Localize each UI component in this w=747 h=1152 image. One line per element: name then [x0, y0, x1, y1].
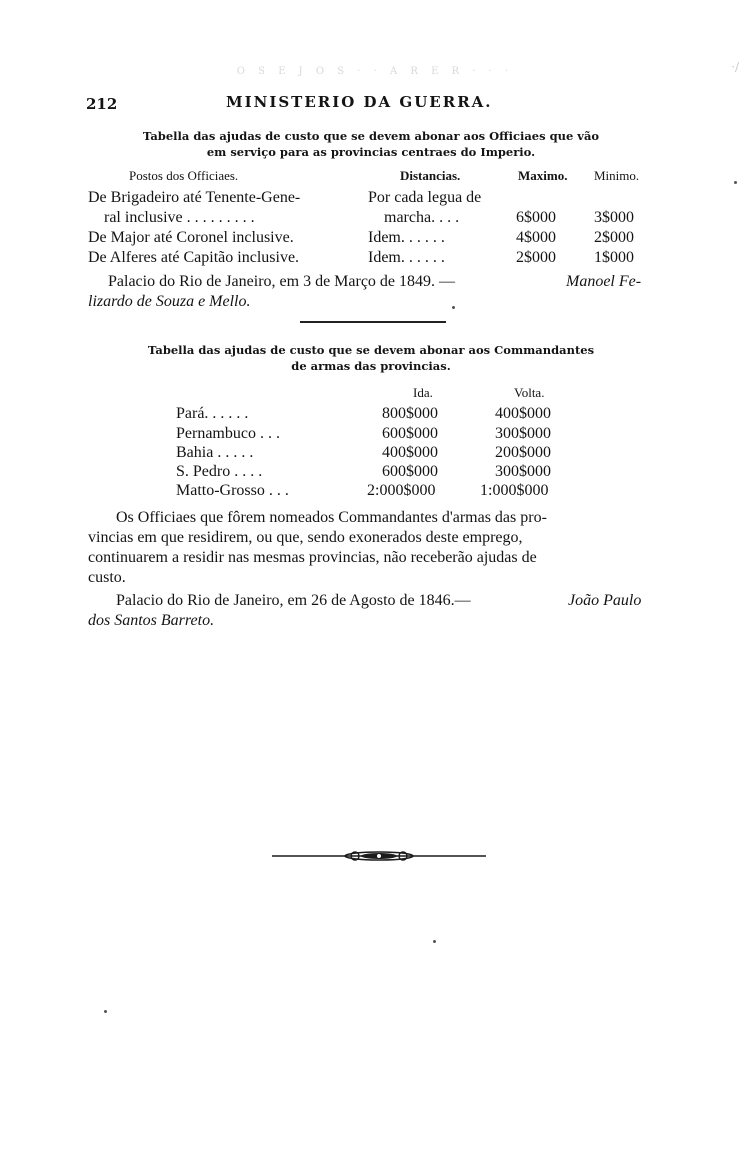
- table1-header-postos: Postos dos Officiaes.: [129, 168, 239, 183]
- table1-title-line1: Tabella das ajudas de custo que se devem abonar aos Officiaes que vão: [142, 129, 600, 143]
- faint-header-text: O S E J O S · · A R E R · · ·: [236, 66, 514, 77]
- table1-signature-name1: Manoel Fe-: [566, 273, 642, 290]
- table1-distancia-line1: Por cada legua de: [368, 189, 482, 206]
- table1-posto-line1: De Brigadeiro até Tenente-Gene-: [88, 189, 301, 206]
- table1-distancia-line2: marcha. . . .: [384, 209, 460, 226]
- page-number: 212: [86, 95, 118, 113]
- table1-title-line2: em serviço para as provincias centraes do Imperio.: [206, 145, 536, 159]
- table1-signature-line1: Palacio do Rio de Janeiro, em 3 de Março de 1849. —: [108, 273, 456, 290]
- table2-signature-name1: João Paulo: [568, 592, 642, 609]
- table2-note-line4: custo.: [88, 569, 126, 586]
- print-speck: [452, 306, 455, 309]
- table2-provincia: Bahia . . . . .: [176, 444, 254, 461]
- table1-minimo: 3$000: [594, 209, 634, 226]
- table2-volta: 200$000: [495, 444, 551, 461]
- table2-signature-name2: dos Santos Barreto.: [88, 612, 215, 629]
- table1-distancia: Idem. . . . . .: [368, 229, 445, 246]
- table1-header-minimo: Minimo.: [594, 168, 640, 183]
- running-title: MINISTERIO DA GUERRA.: [226, 93, 493, 111]
- print-speck: [104, 1010, 107, 1013]
- table1-maximo: 2$000: [516, 249, 556, 266]
- table2-provincia: S. Pedro . . . .: [176, 463, 263, 480]
- table2-ida: 800$000: [382, 405, 438, 422]
- table1-distancia: Idem. . . . . .: [368, 249, 445, 266]
- table2-note-line1: Os Officiaes que fôrem nomeados Commandantes d'armas das pro-: [116, 509, 547, 526]
- table1-minimo: 2$000: [594, 229, 634, 246]
- table1-minimo: 1$000: [594, 249, 634, 266]
- table2-volta: 300$000: [495, 463, 551, 480]
- table1-maximo: 6$000: [516, 209, 556, 226]
- print-speck: [734, 181, 737, 184]
- table2-provincia: Pará. . . . . .: [176, 405, 249, 422]
- table2-ida: 400$000: [382, 444, 438, 461]
- table2-title-line2: de armas das provincias.: [291, 359, 451, 373]
- table2-provincia: Matto-Grosso . . .: [176, 482, 289, 499]
- table2-provincia: Pernambuco . . .: [176, 425, 280, 442]
- table1-posto-line2: ral inclusive . . . . . . . . .: [104, 209, 255, 226]
- ornament-divider-icon: [272, 848, 486, 864]
- table2-ida: 2:000$000: [367, 482, 436, 499]
- table1-posto: De Alferes até Capitão inclusive.: [88, 249, 300, 266]
- margin-mark: ·/: [731, 60, 739, 74]
- table2-header-ida: Ida.: [413, 385, 433, 400]
- table1-header-maximo: Maximo.: [518, 168, 568, 183]
- table1-header-distancias: Distancias.: [400, 168, 461, 183]
- table2-note-line2: vincias em que residirem, ou que, sendo exonerados deste emprego,: [88, 529, 523, 546]
- section-divider-rule: [300, 321, 446, 323]
- table2-ida: 600$000: [382, 463, 438, 480]
- table2-volta: 1:000$000: [480, 482, 549, 499]
- table1-maximo: 4$000: [516, 229, 556, 246]
- table1-posto: De Major até Coronel inclusive.: [88, 229, 294, 246]
- table2-title-line1: Tabella das ajudas de custo que se devem abonar aos Commandantes: [147, 343, 595, 357]
- table2-signature-line1: Palacio do Rio de Janeiro, em 26 de Agosto de 1846.—: [116, 592, 471, 609]
- table2-header-volta: Volta.: [514, 385, 545, 400]
- table2-volta: 400$000: [495, 405, 551, 422]
- print-speck: [433, 940, 436, 943]
- table2-note-line3: continuarem a residir nas mesmas provincias, não receberão ajudas de: [88, 549, 537, 566]
- table1-title: [86, 128, 656, 160]
- table2-volta: 300$000: [495, 425, 551, 442]
- table2-title: [86, 342, 656, 374]
- table1-signature-name2: lizardo de Souza e Mello.: [88, 293, 251, 310]
- table2-ida: 600$000: [382, 425, 438, 442]
